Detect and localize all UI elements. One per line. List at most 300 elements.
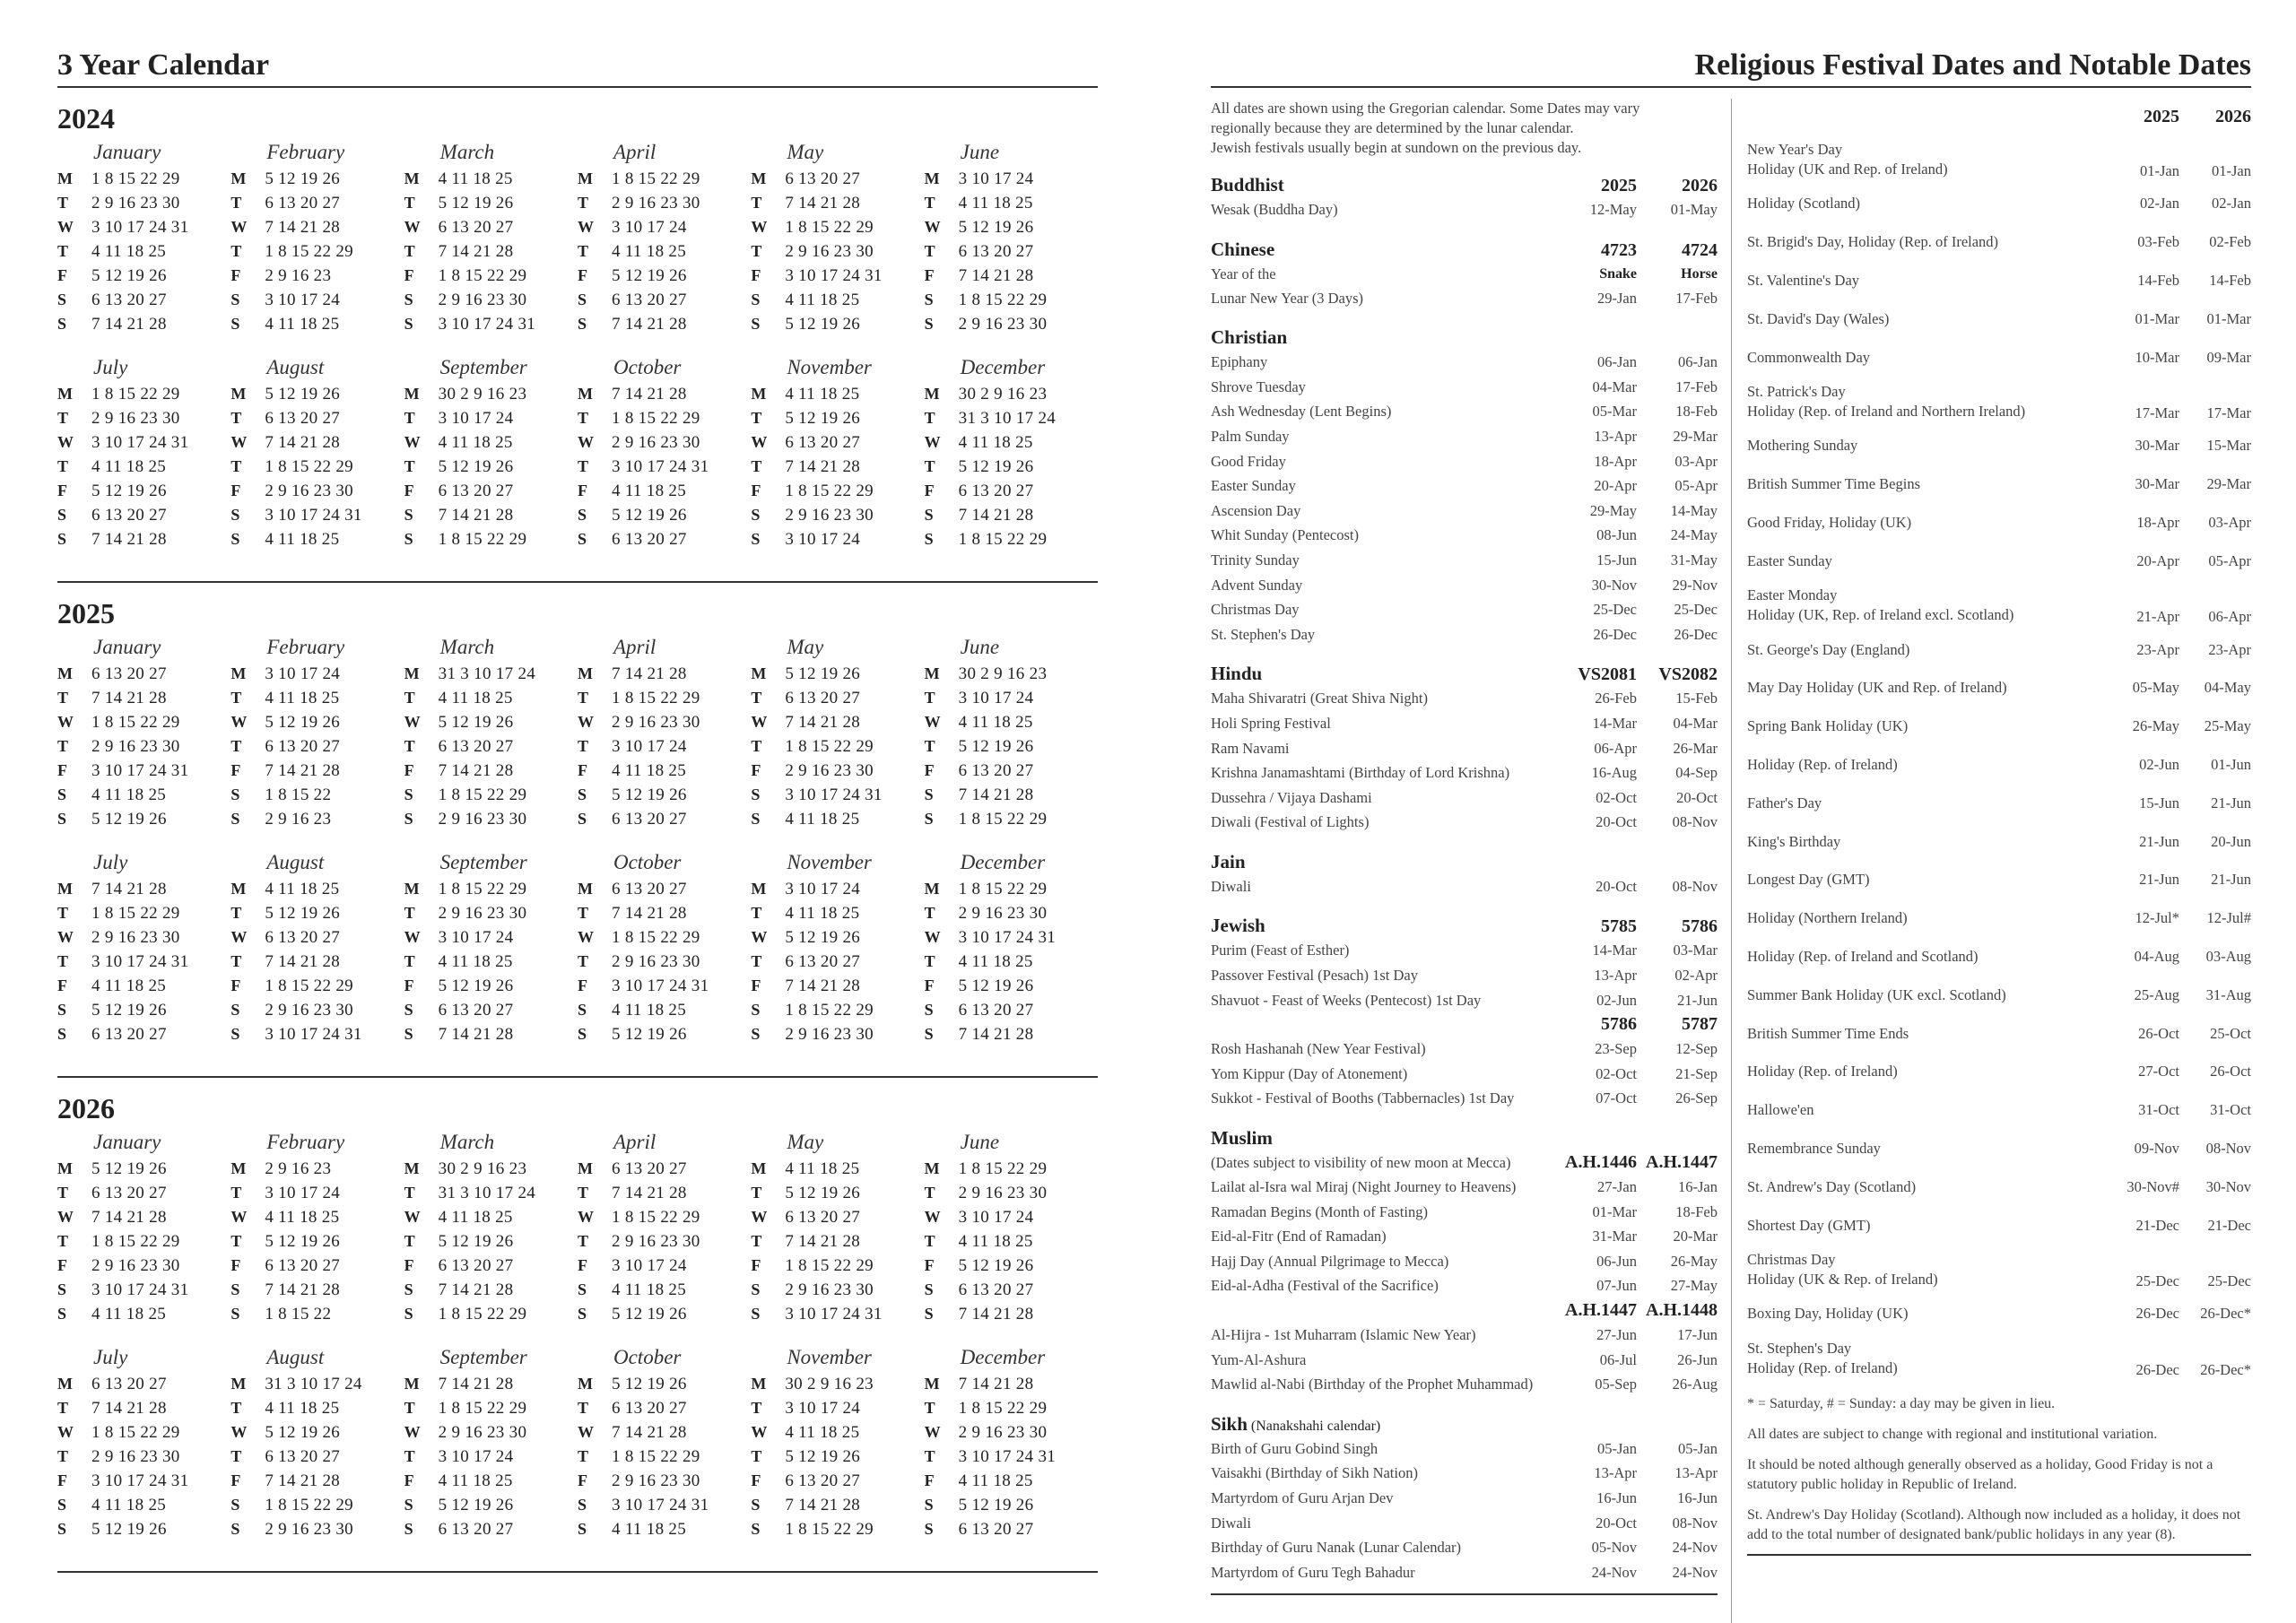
week-row [751, 998, 918, 1022]
day-numbers: 5 12 19 26 [265, 904, 341, 923]
holiday-date-2025: 25-Aug [2134, 985, 2179, 1003]
festival-date-2025: 29-May [1589, 501, 1637, 519]
festival-date-2026: 04-Sep [1675, 764, 1718, 782]
day-numbers: 5 12 19 26 [958, 1496, 1034, 1515]
day-numbers: 7 14 21 28 [265, 952, 341, 971]
weekday-letter: T [751, 1232, 762, 1250]
week-row [57, 1254, 225, 1278]
day-numbers: 4 11 18 25 [91, 242, 167, 261]
festival-row [1211, 736, 1718, 761]
week-row [230, 686, 398, 710]
weekday-letter: W [577, 1423, 594, 1441]
festival-row [1211, 1511, 1718, 1536]
day-numbers: 4 11 18 25 [265, 1208, 340, 1227]
day-numbers: 3 10 17 24 31 [91, 952, 189, 971]
weekday-letter: F [230, 976, 241, 994]
holiday-date-2026: 25-Oct [2210, 1024, 2251, 1042]
weekday-letter: F [57, 1256, 67, 1274]
week-row [404, 759, 572, 783]
weekday-letter: T [230, 689, 242, 707]
day-numbers: 2 9 16 23 30 [611, 194, 700, 213]
festival-date-2026: 08-Nov [1672, 1514, 1718, 1532]
month [57, 1130, 230, 1345]
festival-name: Shrove Tuesday [1211, 378, 1306, 395]
holiday-date-2025: 15-Jun [2139, 794, 2179, 812]
festival-row [1211, 1535, 1718, 1560]
month-name: February [266, 636, 345, 658]
week-row [230, 1445, 398, 1469]
week-row [578, 430, 745, 455]
week-row [751, 312, 918, 336]
week-row [404, 1493, 572, 1517]
festival-name: St. Stephen's Day [1211, 625, 1316, 643]
day-numbers: 5 12 19 26 [785, 1184, 861, 1202]
weekday-letter: T [577, 952, 588, 970]
day-numbers: 5 12 19 26 [91, 482, 167, 500]
weekday-letter: T [57, 1184, 69, 1202]
week-row [404, 1254, 572, 1278]
festival-name: Ramadan Begins (Month of Fasting) [1211, 1202, 1428, 1220]
day-numbers: 2 9 16 23 30 [958, 315, 1048, 334]
day-numbers: 2 9 16 23 30 [611, 952, 700, 971]
festival-body [1211, 99, 2251, 1623]
year-block [57, 88, 1098, 583]
week-row [751, 1302, 918, 1326]
day-numbers: 4 11 18 25 [785, 1423, 860, 1442]
week-row [404, 406, 572, 430]
festival-name: Purim (Feast of Esther) [1211, 942, 1350, 959]
weekday-letter: W [230, 928, 248, 946]
religion-year-2: 4724 [1682, 239, 1718, 260]
month [925, 1130, 1098, 1345]
holiday-date-2026: 03-Aug [2205, 947, 2251, 965]
day-numbers: 4 11 18 25 [265, 880, 340, 898]
weekday-letter: S [57, 1280, 67, 1298]
month [925, 850, 1098, 1074]
day-numbers: 6 13 20 27 [785, 433, 861, 452]
festival-name: Shavuot - Feast of Weeks (Pentecost) 1st Day [1211, 991, 1482, 1009]
religion-name: Jain [1211, 850, 1246, 872]
month [578, 355, 751, 579]
religion-year-1: 5785 [1601, 916, 1637, 937]
holiday-name [1747, 1216, 2108, 1236]
day-numbers: 1 8 15 22 29 [91, 1232, 180, 1251]
day-numbers: 3 10 17 24 31 [958, 1447, 1057, 1466]
week-row [404, 1157, 572, 1181]
week-row [57, 734, 225, 759]
weekday-letter: F [924, 266, 935, 284]
festival-name: Diwali (Festival of Lights) [1211, 813, 1370, 831]
festival-name: Martyrdom of Guru Arjan Dev [1211, 1488, 1394, 1506]
day-numbers: 3 10 17 24 31 [91, 761, 189, 780]
festival-row [1211, 686, 1718, 711]
day-numbers: 4 11 18 25 [438, 1208, 513, 1227]
weekday-letter: F [404, 1256, 414, 1274]
week-row [925, 1157, 1092, 1181]
week-row [57, 1372, 225, 1396]
week-row [751, 974, 918, 998]
weekday-letter: T [57, 194, 69, 212]
festival-date-2026: 04-Mar [1673, 714, 1718, 732]
era-year-2: A.H.1447 [1646, 1152, 1718, 1173]
weekday-letter: M [924, 385, 940, 403]
day-numbers: 2 9 16 23 30 [958, 904, 1048, 923]
religion-year-2: 2026 [1682, 176, 1718, 195]
week-row [578, 1302, 745, 1326]
day-numbers: 1 8 15 22 29 [438, 785, 527, 804]
month-name: March [439, 636, 495, 658]
week-row [578, 1469, 745, 1493]
week-row [751, 950, 918, 974]
weekday-letter: T [924, 1399, 935, 1417]
day-numbers: 1 8 15 22 29 [958, 880, 1048, 898]
week-row [925, 1229, 1092, 1254]
week-row [57, 527, 225, 551]
weekday-letter: F [577, 482, 587, 499]
month [578, 635, 751, 850]
day-numbers: 4 11 18 25 [438, 433, 513, 452]
festival-date-2026: 17-Feb [1675, 289, 1718, 307]
day-numbers: 6 13 20 27 [785, 952, 861, 971]
week-row [57, 1517, 225, 1541]
day-numbers: 1 8 15 22 29 [785, 1256, 874, 1275]
weekday-letter: T [751, 194, 762, 212]
week-row [404, 239, 572, 264]
day-numbers: 5 12 19 26 [91, 1001, 167, 1020]
week-row [57, 1181, 225, 1205]
holiday-line: Hallowe'en [1747, 1101, 1814, 1119]
week-row [57, 191, 225, 215]
festival-row [1211, 1224, 1718, 1249]
day-numbers: 4 11 18 25 [958, 194, 1033, 213]
weekday-letter: T [57, 904, 69, 922]
day-numbers: 6 13 20 27 [958, 761, 1034, 780]
weekday-letter: M [57, 385, 73, 403]
day-numbers: 7 14 21 28 [91, 880, 167, 898]
weekday-letter: M [751, 664, 767, 682]
week-row [578, 406, 745, 430]
holiday-line: St. George's Day (England) [1747, 640, 1910, 658]
week-row [230, 662, 398, 686]
holiday-date-2025: 09-Nov [2134, 1139, 2179, 1157]
week-row [751, 503, 918, 527]
month-name: April [613, 141, 657, 163]
week-row [404, 1469, 572, 1493]
festival-row [1211, 1249, 1718, 1274]
holiday-date-2025: 01-Mar [2135, 309, 2179, 327]
week-row [230, 1493, 398, 1517]
week-row [578, 1420, 745, 1445]
weekday-letter: W [751, 928, 768, 946]
weekday-letter: W [404, 928, 421, 946]
week-row [578, 1493, 745, 1517]
page-title: 3 Year Calendar [57, 48, 270, 82]
weekday-letter: M [404, 385, 420, 403]
month-name: January [93, 141, 161, 163]
day-numbers: 4 11 18 25 [265, 530, 340, 549]
day-numbers: 7 14 21 28 [611, 1184, 687, 1202]
weekday-letter: W [57, 218, 74, 236]
month [230, 140, 404, 355]
day-numbers: 31 3 10 17 24 [958, 409, 1057, 428]
holiday-name [1747, 832, 2108, 852]
weekday-letter: S [230, 1280, 240, 1298]
festival-date-2025: 14-Mar [1592, 714, 1637, 732]
weekday-letter: S [57, 810, 67, 828]
day-numbers: 6 13 20 27 [265, 409, 341, 428]
week-row [404, 1302, 572, 1326]
weekday-letter: F [57, 976, 67, 994]
day-numbers: 3 10 17 24 [958, 689, 1034, 707]
day-numbers: 5 12 19 26 [958, 976, 1034, 995]
month-name: August [266, 356, 325, 378]
day-numbers: 4 11 18 25 [438, 169, 513, 188]
festival-name: Epiphany [1211, 353, 1268, 371]
day-numbers: 6 13 20 27 [611, 291, 687, 309]
day-numbers: 7 14 21 28 [611, 664, 687, 683]
festival-name: Dussehra / Vijaya Dashami [1211, 788, 1372, 806]
week-row [578, 503, 745, 527]
holiday-date-2026: 04-May [2204, 679, 2251, 697]
holiday-row [1747, 822, 2251, 861]
week-row [404, 455, 572, 479]
week-row [230, 1022, 398, 1046]
weekday-letter: T [230, 194, 242, 212]
holiday-line: May Day Holiday (UK and Rep. of Ireland) [1747, 679, 2007, 697]
weekday-letter: W [751, 218, 768, 236]
day-numbers: 1 8 15 22 29 [958, 810, 1048, 829]
month-name: September [439, 356, 527, 378]
religion-subtitle: (Nanakshahi calendar) [1247, 1418, 1381, 1434]
festival-date-2025: 20-Oct [1596, 877, 1637, 895]
day-numbers: 2 9 16 23 30 [611, 713, 700, 732]
holiday-date-2026: 03-Apr [2208, 513, 2251, 531]
festival-date-2026: 16-Jun [1677, 1488, 1718, 1506]
bottom-rule [1211, 1593, 1718, 1595]
day-numbers: 6 13 20 27 [438, 1256, 514, 1275]
weekday-letter: S [404, 506, 413, 524]
holiday-date-2025: 10-Mar [2135, 348, 2179, 366]
festival-row [1211, 760, 1718, 785]
holiday-date-2025: 30-Nov# [2126, 1177, 2179, 1195]
weekday-letter: F [577, 976, 587, 994]
week-row [404, 686, 572, 710]
day-numbers: 2 9 16 23 30 [438, 904, 527, 923]
festival-date-2026: 29-Mar [1673, 427, 1718, 445]
holiday-row [1747, 1014, 2251, 1053]
month [751, 355, 924, 579]
spacer [1211, 1012, 1556, 1037]
holiday-name [1747, 1024, 2108, 1044]
day-numbers: 1 8 15 22 29 [785, 1001, 874, 1020]
calendar-page [57, 45, 1098, 1587]
weekday-letter: S [924, 785, 934, 803]
day-numbers: 3 10 17 24 31 [438, 315, 536, 334]
holiday-date-2026: 26-Oct [2210, 1063, 2251, 1081]
festival-date-2025: 04-Mar [1592, 378, 1637, 395]
week-row [57, 1022, 225, 1046]
festival-row [1211, 1062, 1718, 1087]
month-name: January [93, 636, 161, 658]
week-row [925, 1022, 1092, 1046]
week-row [57, 455, 225, 479]
week-row [404, 710, 572, 734]
religion-name: Hindu [1211, 663, 1263, 685]
day-numbers: 1 8 15 22 29 [265, 976, 353, 995]
day-numbers: 6 13 20 27 [265, 1447, 341, 1466]
week-row [925, 974, 1092, 998]
weekday-letter: T [404, 409, 415, 427]
day-numbers: 5 12 19 26 [91, 1520, 167, 1539]
weekday-letter: S [577, 506, 587, 524]
religion-header [1211, 913, 1718, 938]
month [404, 1345, 578, 1569]
weekday-letter: S [230, 1025, 240, 1043]
weekday-letter: F [230, 761, 241, 779]
day-numbers: 1 8 15 22 29 [611, 689, 700, 707]
holiday-line: Christmas Day [1747, 1250, 1836, 1268]
festival-name: Trinity Sunday [1211, 551, 1300, 568]
year-label: 2026 [57, 1092, 115, 1124]
week-row [57, 686, 225, 710]
notable-year-2: 2026 [2215, 107, 2251, 126]
week-row [57, 759, 225, 783]
holiday-date-2026: 21-Dec [2207, 1216, 2251, 1234]
festival-date-2025: 06-Jun [1596, 1252, 1637, 1270]
day-numbers: 5 12 19 26 [611, 785, 687, 804]
week-row [578, 1396, 745, 1420]
weekday-letter: F [57, 266, 67, 284]
holiday-date-2025: 03-Feb [2137, 233, 2179, 251]
day-numbers: 31 3 10 17 24 [438, 664, 536, 683]
week-row [925, 925, 1092, 950]
day-numbers: 6 13 20 27 [611, 1159, 687, 1178]
day-numbers: 2 9 16 23 30 [958, 1423, 1048, 1442]
week-row [57, 901, 225, 925]
day-numbers: 5 12 19 26 [438, 457, 514, 476]
weekday-letter: S [751, 1025, 761, 1043]
weekday-letter: T [577, 1232, 588, 1250]
festival-name: Yum-Al-Ashura [1211, 1350, 1307, 1368]
day-numbers: 7 14 21 28 [785, 1232, 861, 1251]
day-numbers: 1 8 15 22 29 [785, 482, 874, 500]
day-numbers: 7 14 21 28 [265, 433, 341, 452]
weekday-letter: T [57, 242, 69, 260]
festival-date-2026: 05-Apr [1674, 477, 1718, 495]
month-name: January [93, 1131, 161, 1153]
religion-header [1211, 849, 1718, 874]
festival-date-2025: 05-Nov [1591, 1539, 1637, 1557]
religion-header [1211, 1411, 1718, 1436]
festival-row [1211, 523, 1718, 548]
day-numbers: 6 13 20 27 [265, 194, 341, 213]
holiday-line: Remembrance Sunday [1747, 1139, 1881, 1157]
week-row [230, 950, 398, 974]
weekday-letter: M [924, 169, 940, 187]
holiday-name [1747, 436, 2108, 456]
weekday-letter: T [230, 904, 242, 922]
week-row [230, 807, 398, 831]
day-numbers: 6 13 20 27 [91, 1375, 167, 1393]
week-row [751, 215, 918, 239]
festival-date-2026: 05-Jan [1678, 1439, 1718, 1457]
festival-row [1211, 1273, 1718, 1298]
holiday-date-2026: 01-Jun [2211, 755, 2251, 773]
festival-row [1211, 597, 1718, 622]
religion-name: Chinese [1211, 238, 1275, 260]
day-numbers: 30 2 9 16 23 [958, 664, 1048, 683]
holiday-date-2026: 26-Dec* [2200, 1360, 2251, 1378]
holiday-date-2025: 04-Aug [2134, 947, 2179, 965]
holiday-name [1747, 1250, 2108, 1289]
weekday-letter: W [57, 1208, 74, 1226]
weekday-letter: T [404, 952, 415, 970]
day-numbers: 6 13 20 27 [438, 737, 514, 756]
weekday-letter: M [230, 169, 247, 187]
notes [1747, 1394, 2251, 1545]
week-row [578, 479, 745, 503]
holiday-row [1747, 262, 2251, 300]
weekday-letter: S [230, 785, 240, 803]
holiday-date-2025: 26-Dec [2135, 1360, 2179, 1378]
weekday-letter: S [230, 1001, 240, 1019]
day-numbers: 2 9 16 23 30 [91, 194, 180, 213]
month [57, 140, 230, 355]
month-name: November [787, 1346, 872, 1368]
weekday-letter: S [404, 1280, 413, 1298]
weekday-letter: W [230, 713, 248, 731]
festival-name: Ram Navami [1211, 739, 1290, 757]
day-numbers: 1 8 15 22 29 [91, 713, 180, 732]
festival-row [1211, 286, 1718, 311]
week-row [751, 1445, 918, 1469]
day-numbers: 3 10 17 24 31 [785, 785, 883, 804]
week-row [230, 1372, 398, 1396]
week-row [578, 925, 745, 950]
day-numbers: 1 8 15 22 [265, 1305, 332, 1324]
week-row [925, 167, 1092, 191]
month-name: April [613, 1131, 657, 1153]
week-row [578, 901, 745, 925]
week-row [578, 807, 745, 831]
day-numbers: 5 12 19 26 [265, 713, 341, 732]
weekday-letter: W [751, 1208, 768, 1226]
weekday-letter: T [57, 1447, 69, 1465]
week-row [404, 877, 572, 901]
day-numbers: 3 10 17 24 [958, 1208, 1034, 1227]
week-row [230, 1157, 398, 1181]
festival-row [1211, 810, 1718, 835]
month-name: November [787, 851, 872, 873]
day-numbers: 1 8 15 22 29 [438, 530, 527, 549]
day-numbers: 5 12 19 26 [265, 385, 341, 404]
festival-date-2026: 20-Mar [1673, 1228, 1718, 1245]
weekday-letter: T [751, 409, 762, 427]
weekday-letter: S [924, 506, 934, 524]
day-numbers: 6 13 20 27 [785, 689, 861, 707]
weekday-letter: S [924, 1001, 934, 1019]
weekday-letter: S [577, 810, 587, 828]
weekday-letter: S [751, 530, 761, 548]
festival-name: Palm Sunday [1211, 427, 1290, 445]
weekday-letter: F [751, 976, 761, 994]
week-row [578, 1157, 745, 1181]
week-row [578, 1445, 745, 1469]
holiday-name [1747, 309, 2108, 329]
week-row [404, 503, 572, 527]
note-text: St. Andrew's Day Holiday (Scotland). Although now included as a holiday, it does not add to the total number of designated bank/public holidays in any year (8). [1747, 1506, 2241, 1542]
holiday-row [1747, 1206, 2251, 1245]
